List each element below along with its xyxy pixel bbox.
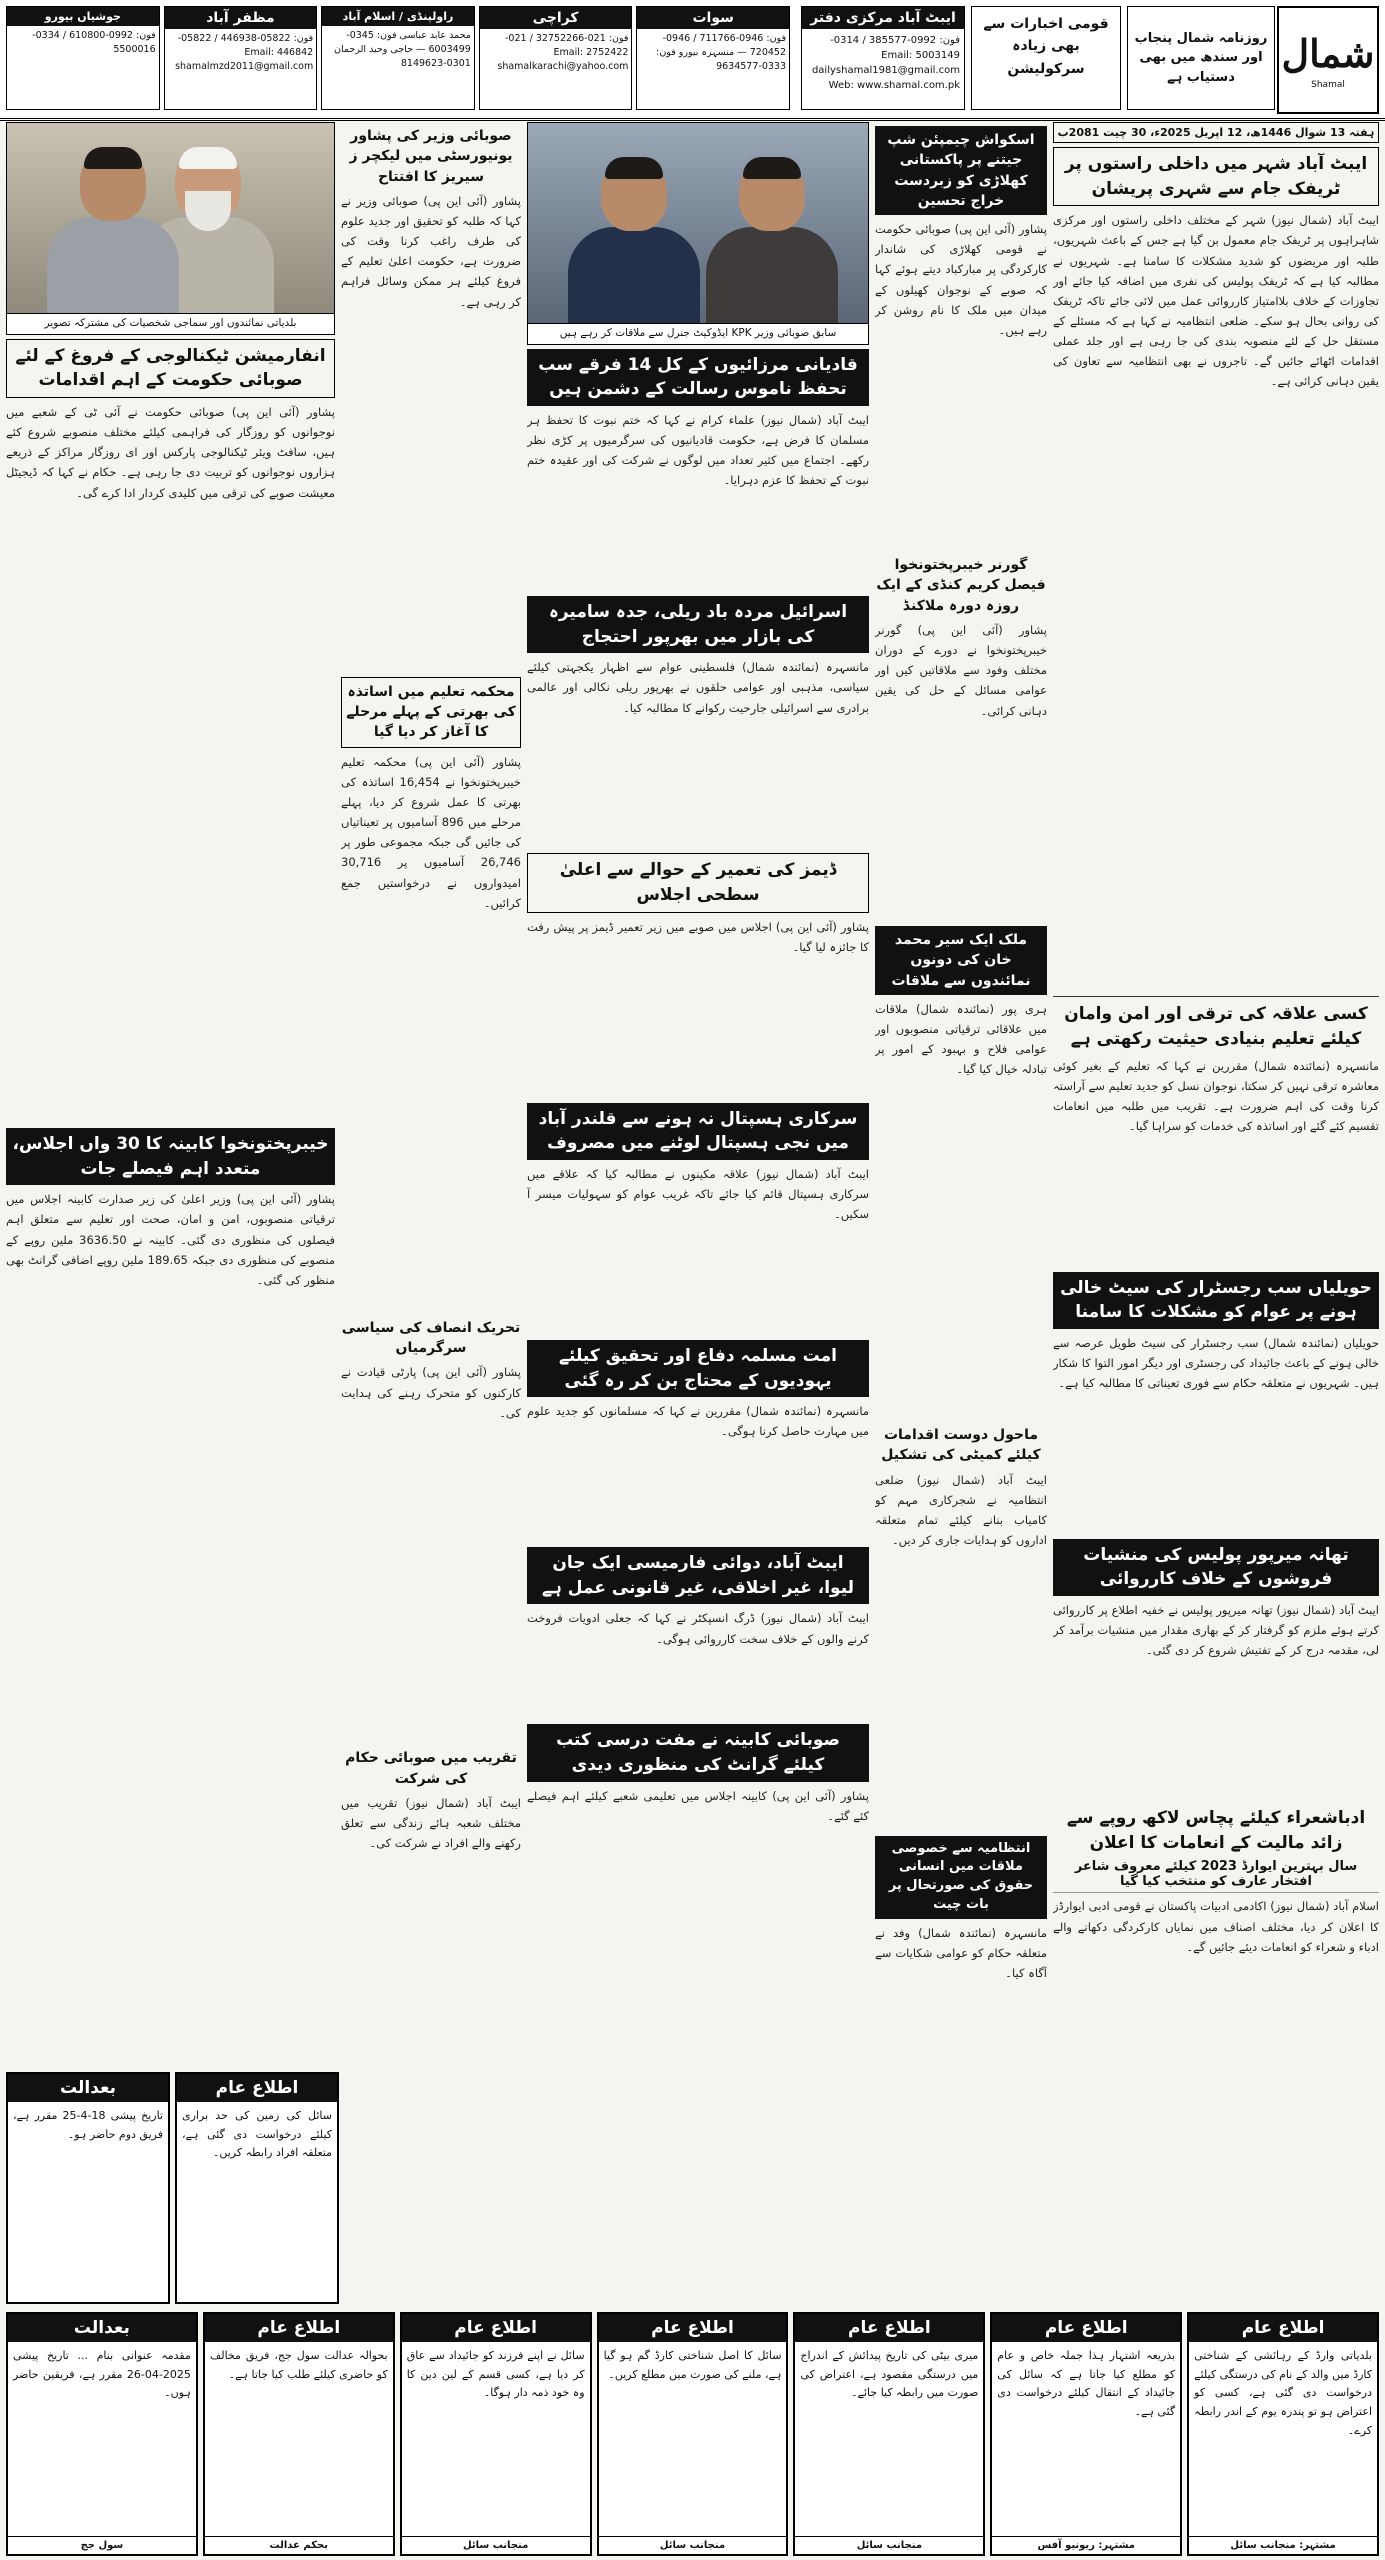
person-figure xyxy=(568,157,700,323)
dateline: ہفتہ 13 شوال 1446ھ، 12 اپریل 2025ء، 30 چیت 2081ب xyxy=(1053,122,1379,143)
person-head xyxy=(601,157,667,231)
photo-caption: سابق صوبائی وزیر KPK ایڈوکیٹ جنرل سے ملاقات کر رہے ہیں xyxy=(527,324,869,345)
ad-title: بعدالت xyxy=(8,2314,196,2342)
hair xyxy=(743,157,801,179)
office-karachi xyxy=(479,6,633,110)
ad-footer: بحکم عدالت xyxy=(205,2536,393,2554)
story-body: پشاور (آئی این پی) محکمہ تعلیم خیبرپختونخوا نے 16,454 اساتذہ کی بھرتی کا عمل شروع کر دیا، پہلے مرحلے میں 896 آسامیوں پر تعیناتیاں کی جائیں گی جبکہ مجموعی طور پر 26,746 آسامیوں پر 30,716 امیدواروں نے درخواستیں جمع کرائیں۔ xyxy=(341,754,521,910)
news-photo[interactable] xyxy=(527,122,869,324)
person-figure xyxy=(706,157,838,323)
story-headline[interactable]: ماحول دوست اقدامات کیلئے کمیٹی کی تشکیل xyxy=(881,1426,1041,1464)
story-headline[interactable]: صوبائی کابینہ نے مفت درسی کتب کیلئے گرانٹ کی منظوری دیدی xyxy=(527,1724,869,1781)
ad-body: بحوالہ عدالت سول جج، فریق مخالف کو حاضری کیلئے طلب کیا جاتا ہے۔ xyxy=(209,2349,388,2381)
story-headline[interactable]: اسکواش چیمپئن شپ جیتنے پر پاکستانی کھلاڑی کو زبردست خراج تحسین xyxy=(875,126,1047,215)
person-figure xyxy=(47,147,179,313)
classified-ad[interactable] xyxy=(6,2312,198,2556)
story-headline[interactable]: ادباشعراء کیلئے پچاس لاکھ روپے سے زائد مالیت کے انعامات کا اعلان xyxy=(1066,1808,1366,1853)
masthead xyxy=(0,0,1385,121)
story-body: پشاور (آئی این پی) پارٹی قیادت نے کارکنوں کو متحرک رہنے کی ہدایت کی۔ xyxy=(341,1365,521,1420)
column-1 xyxy=(1053,122,1379,2308)
ad-body: میری بیٹی کی تاریخ پیدائش کے اندراج میں درستگی مقصود ہے، اعتراض کی صورت میں رابطہ کیا جائے۔ xyxy=(800,2349,979,2400)
ad-footer: مشتہر: ریونیو آفس xyxy=(992,2536,1180,2554)
story-headline[interactable]: خیبرپختونخوا کابینہ کا 30 واں اجلاس، متعدد اہم فیصلے جات xyxy=(6,1128,335,1185)
story-university xyxy=(341,126,521,671)
ad-title: اطلاع عام xyxy=(1189,2314,1377,2342)
story-cabinet-books xyxy=(527,1724,869,1895)
office-details: فون: 05822-446938 / 05822-446842 Email: shamalmzd2011@gmail.com xyxy=(175,33,314,72)
head-office-details: فون: 0992-385577 / 0314-5003149 Email: dailyshamal1981@gmail.com Web: www.shamal.com.pk xyxy=(811,35,960,91)
story-headline[interactable]: حویلیاں سب رجسٹرار کی سیٹ خالی ہونے پر عوام کو مشکلات کا سامنا xyxy=(1053,1272,1379,1329)
story-body: ایبٹ آباد (شمال نیوز) ڈرگ انسپکٹر نے کہا کہ جعلی ادویات فروخت کرنے والوں کے خلاف سخت کارروائی ہوگی۔ xyxy=(527,1611,869,1646)
ad-title: اطلاع عام xyxy=(992,2314,1180,2342)
news-photo[interactable] xyxy=(6,122,335,314)
story-awards xyxy=(1053,1806,1379,2226)
classified-ads-row xyxy=(6,2312,1379,2556)
story-body: پشاور (آئی این پی) گورنر خیبرپختونخوا نے دورے کے دوران مختلف وفود سے ملاقاتیں کیں اور عوامی مسائل کے حل کی یقین دہانی کرائی۔ xyxy=(875,623,1047,718)
ad-body: سائل کا اصل شناختی کارڈ گم ہو گیا ہے، ملنے کی صورت میں مطلع کریں۔ xyxy=(603,2349,782,2381)
story-headline[interactable]: تقریب میں صوبائی حکام کی شرکت xyxy=(345,1750,517,1787)
story-body: پشاور (آئی این پی) صوبائی وزیر نے کہا کہ طلبہ کو تحقیق اور جدید علوم کی طرف راغب کرنا وقت کی ضرورت ہے، حکومت اعلیٰ تعلیم کے فروغ کیلئے ہر ممکن وسائل فراہم کر رہی ہے۔ xyxy=(341,193,521,309)
office-details: فون: 0946-711766 / 0946-720452 — منسہرہ بیورو فون: 0333-9634577 xyxy=(656,33,786,72)
person-head xyxy=(175,147,241,221)
story-body: ہری پور (نمائندہ شمال) ملاقات میں علاقائی ترقیاتی منصوبوں اور عوامی فلاح و بہبود کے امور پر تبادلہ خیال کیا گیا۔ xyxy=(875,1001,1047,1077)
story-body: ایبٹ آباد (شمال نیوز) تقریب میں مختلف شعبہ ہائے زندگی سے تعلق رکھنے والے افراد نے شرکت کی۔ xyxy=(341,1795,521,1851)
classified-ad[interactable] xyxy=(990,2312,1182,2556)
story-human-rights xyxy=(875,1836,1047,2123)
classified-ad[interactable] xyxy=(597,2312,789,2556)
story-headline[interactable]: انفارمیشن ٹیکنالوجی کے فروغ کے لئے صوبائی حکومت کے اہم اقدامات xyxy=(6,339,335,398)
ad-footer: منجانب سائل xyxy=(795,2536,983,2554)
person-body xyxy=(706,227,838,323)
logo-text: شمال xyxy=(1281,30,1375,76)
story-body: مانسہرہ (نمائندہ شمال) مقررین نے کہا کہ مسلمانوں کو جدید علوم میں مہارت حاصل کرنا ہوگی۔ xyxy=(527,1404,869,1439)
story-headline[interactable]: ڈیمز کی تعمیر کے حوالے سے اعلیٰ سطحی اجلاس xyxy=(527,853,869,912)
story-ceremony xyxy=(341,1748,521,2033)
ad-body: تاریخ پیشی 18-4-25 مقرر ہے، فریق دوم حاضر ہو۔ xyxy=(13,2109,163,2141)
lead-story xyxy=(1053,147,1379,990)
story-body: مانسہرہ (نمائندہ شمال) مقررین نے کہا کہ تعلیم کے بغیر کوئی معاشرہ ترقی نہیں کر سکتا، نوجوان نسل کو جدید تعلیم سے آراستہ کرنا وقت کی اہم ضرورت ہے۔ تقریب میں طلبہ میں انعامات تقسیم کئے گئے اور اساتذہ کی خدمات کو سراہا گیا۔ xyxy=(1053,1058,1379,1133)
office-swat xyxy=(636,6,790,110)
ad-title: اطلاع عام xyxy=(402,2314,590,2342)
story-ummah xyxy=(527,1340,869,1541)
head-office-title: ایبٹ آباد مرکزی دفتر xyxy=(802,7,964,29)
person-head xyxy=(739,157,805,231)
story-body: ایبٹ آباد (شمال نیوز) علماء کرام نے کہا کہ ختم نبوت کا تحفظ ہر مسلمان کا فرض ہے، حکومت قادیانیوں کی سرگرمیوں پر کڑی نظر رکھے۔ اجتماع میں کثیر تعداد میں لوگوں نے شرکت کی اور عقیدہ ختم نبوت کے تحفظ کا عزم دہرایا۔ xyxy=(527,413,869,488)
ad-title: اطلاع عام xyxy=(177,2074,337,2102)
ad-body: بلدیاتی وارڈ کے رہائشی کے شناختی کارڈ میں والد کے نام کی درستگی کیلئے درخواست دی گئی ہے، کسی کو اعتراض ہو تو پندرہ یوم کے اندر رابطہ کرے۔ xyxy=(1194,2349,1372,2437)
story-headline[interactable]: صوبائی وزیر کی پشاور یونیورسٹی میں لیکچر ز سیریز کا افتتاح xyxy=(349,128,513,185)
story-headline[interactable]: قادیانی مرزائیوں کے کل 14 فرقے سب تحفظ ناموس رسالت کے دشمن ہیں xyxy=(527,349,869,406)
ad-title: اطلاع عام xyxy=(795,2314,983,2342)
person-body xyxy=(47,217,179,313)
story-subhead: سال بہترین ایوارڈ 2023 کیلئے معروف شاعر افتخار عارف کو منتخب کیا گیا xyxy=(1053,1859,1379,1893)
story-squash xyxy=(875,126,1047,549)
story-headline[interactable]: تحریک انصاف کی سیاسی سرگرمیاں xyxy=(341,1319,521,1357)
column-3 xyxy=(527,122,869,2308)
person-head xyxy=(80,147,146,221)
promo-box: قومی اخبارات سے بھی زیادہ سرکولیشن xyxy=(971,6,1121,110)
logo-subtitle: Shamal xyxy=(1311,79,1345,90)
story-pharmacy xyxy=(527,1547,869,1718)
story-body: پشاور (آئی این پی) اجلاس میں صوبے میں زیر تعمیر ڈیمز پر پیش رفت کا جائزہ لیا گیا۔ xyxy=(527,919,869,954)
story-body: مانسہرہ (نمائندہ شمال) فلسطینی عوام سے اظہار یکجہتی کیلئے سیاسی، مذہبی اور عوامی حلقوں نے بھرپور ریلی نکالی اور عالمی برادری سے اسرائیلی جارحیت رکوانے کا مطالبہ کیا۔ xyxy=(527,660,869,715)
story-teachers xyxy=(341,677,521,1312)
story-headline[interactable]: ملک ایک سیر محمد خان کی دونوں نمائندوں سے ملاقات xyxy=(875,926,1047,995)
regional-offices xyxy=(6,6,790,110)
person-body xyxy=(568,227,700,323)
story-hospital xyxy=(527,1103,869,1334)
story-body: ایبٹ آباد (شمال نیوز) تھانہ میرپور پولیس نے خفیہ اطلاع پر کارروائی کرتے ہوئے ملزم کو گرفتار کر کے بھاری مقدار میں منشیات برآمد کر لی، مقدمہ درج کر کے تفتیش شروع کر دی گئی۔ xyxy=(1053,1603,1379,1658)
ad-title: بعدالت xyxy=(8,2074,168,2102)
story-body: مانسہرہ (نمائندہ شمال) وفد نے متعلقہ حکام کو عوامی شکایات سے آگاہ کیا۔ xyxy=(875,1925,1047,1981)
ad-title: اطلاع عام xyxy=(205,2314,393,2342)
ad-body: سائل کی زمین کی حد براری کیلئے درخواست دی گئی ہے، متعلقہ افراد رابطہ کریں۔ xyxy=(182,2109,332,2160)
office-muzaffarabad xyxy=(164,6,318,110)
story-body: پشاور (آئی این پی) صوبائی حکومت نے قومی کھلاڑی کی شاندار کارکردگی پر مبارکباد دیتے ہوئے کہا کہ صوبے کے نوجوان کھیلوں کے میدان میں ملک کا نام روشن کر رہے ہیں۔ xyxy=(875,222,1047,337)
office-title: کراچی xyxy=(480,7,632,29)
ad-body: بذریعہ اشتہار ہذا جملہ خاص و عام کو مطلع کیا جاتا ہے کہ سائل کی جائیداد کے انتقال کیلئے درخواست دی گئی ہے۔ xyxy=(997,2349,1176,2419)
story-body: ایبٹ آباد (شمال نیوز) علاقہ مکینوں نے مطالبہ کیا کہ علاقے میں سرکاری ہسپتال قائم کیا جائے تاکہ غریب عوام کو سہولیات میسر آ سکیں۔ xyxy=(527,1166,869,1222)
ad-body: مقدمہ عنوانی بنام ... تاریخ پیشی 2025-04-26 مقرر ہے، فریقین حاضر ہوں۔ xyxy=(12,2349,191,2400)
story-rally xyxy=(527,596,869,847)
story-body: پشاور (آئی این پی) صوبائی حکومت نے آئی ٹی کے شعبے میں نوجوانوں کو روزگار کی فراہمی کیلئے مختلف منصوبے شروع کئے ہیں، سافٹ ویئر ٹیکنالوجی پارکس اور ای روزگار مراکز کے ذریعے ہزاروں نوجوانوں کو تربیت دی جا رہی ہے۔ حکام نے کہا کہ ڈیجیٹل معیشت صوبے کی ترقی میں کلیدی کردار ادا کرے گی۔ xyxy=(6,405,335,500)
story-education xyxy=(1053,1002,1379,1265)
story-environment xyxy=(875,1425,1047,1830)
ad-title: اطلاع عام xyxy=(599,2314,787,2342)
office-jhosiyan xyxy=(6,6,160,110)
head-office-box xyxy=(801,6,965,110)
classified-ad[interactable] xyxy=(400,2312,592,2556)
ad-footer: مشتہر: منجانب سائل xyxy=(1189,2536,1377,2554)
hair xyxy=(179,147,237,169)
story-body: ایبٹ آباد (شمال نیوز) ضلعی انتظامیہ نے شجرکاری مہم کو کامیاب بنانے کیلئے تمام متعلقہ اداروں کو ہدایات جاری کر دیں۔ xyxy=(875,1472,1047,1547)
hair xyxy=(84,147,142,169)
story-registrar xyxy=(1053,1272,1379,1533)
classified-ad[interactable] xyxy=(203,2312,395,2556)
ad-footer: سول جج xyxy=(8,2536,196,2554)
story-it xyxy=(6,339,335,1122)
story-cabinet xyxy=(6,1128,335,1869)
story-headline[interactable]: محکمہ تعلیم میں اساتذہ کی بھرتی کے پہلے مرحلے کا آغاز کر دیا گیا xyxy=(341,677,521,748)
column-2 xyxy=(875,122,1047,2308)
classified-ad[interactable] xyxy=(175,2072,339,2304)
classified-ad[interactable] xyxy=(793,2312,985,2556)
office-details: فون: 0992-610800 / 0334-5500016 xyxy=(32,30,156,55)
story-body: حویلیاں (نمائندہ شمال) سب رجسٹرار کی سیٹ طویل عرصہ سے خالی ہونے کے باعث جائیداد کی رجسٹری اور دیگر امور التوا کا شکار ہیں۔ شہریوں نے متعلقہ حکام سے فوری تعیناتی کا مطالبہ کیا ہے۔ xyxy=(1053,1335,1379,1391)
story-khatm-nabuwat xyxy=(527,349,869,590)
office-title: مظفر آباد xyxy=(165,7,317,29)
story-body: پشاور (آئی این پی) وزیر اعلیٰ کی زیر صدارت کابینہ اجلاس میں ترقیاتی منصوبوں، امن و امان، صحت اور تعلیم سے متعلق اہم فیصلوں کی منظوری دی گئی۔ کابینہ نے 3636.50 ملین روپے کے منصوبے کی منظوری دی جبکہ 189.65 ملین روپے اضافی گرانٹ بھی منظور کی گئی۔ xyxy=(6,1192,335,1287)
story-headline[interactable]: سرکاری ہسپتال نہ ہونے سے قلندر آباد میں نجی ہسپتال لوٹنے میں مصروف xyxy=(527,1103,869,1160)
lead-body: ایبٹ آباد (شمال نیوز) شہر کے مختلف داخلی راستوں اور مرکزی شاہراہوں پر ٹریفک جام معمول بن گیا ہے جس کے باعث شہریوں، طلبہ اور مریضوں کو شدید مشکلات کا سامنا ہے۔ شہریوں نے مطالبہ کیا ہے کہ ٹریفک پولیس کی نفری میں اضافہ کیا جائے اور تجاوزات کے خلاف بلاامتیاز کارروائی عمل میں لائی جائے تاکہ ٹریفک کی روانی بحال ہو سکے۔ ضلعی انتظامیہ نے کہا ہے کہ مسئلے کے مستقل حل کے لئے منصوبہ بندی کی جا رہی ہے اور جلد عملی اقدامات اٹھائے جائیں گے۔ تاجروں نے بھی انتظامیہ سے تعاون کی یقین دہانی کرائی ہے۔ xyxy=(1053,213,1379,389)
classified-ad[interactable] xyxy=(1187,2312,1379,2556)
office-details: محمد عابد عباسی فون: 0345-6003499 — حاجی وحید الرحمان 0301-8149623 xyxy=(334,30,471,69)
office-title: جوشیاں بیورو xyxy=(7,7,159,26)
story-headline[interactable]: اسرائیل مردہ باد ریلی، جدہ سامیرہ کی بازار میں بھرپور احتجاج xyxy=(527,596,869,653)
ad-footer: منجانب سائل xyxy=(599,2536,787,2554)
photo-caption: بلدیاتی نمائندوں اور سماجی شخصیات کی مشترکہ تصویر xyxy=(6,314,335,335)
story-body: اسلام آباد (شمال نیوز) اکادمی ادبیات پاکستان نے قومی ادبی ایوارڈز کا اعلان کر دیا، مختلف اصناف میں نمایاں کارکردگی دکھانے والے ادباء و شعراء کو انعامات دیئے جائیں گے۔ xyxy=(1053,1899,1379,1954)
story-headline[interactable]: گورنر خیبرپختونخوا فیصل کریم کنڈی کے ایک روزہ دورہ ملاکنڈ xyxy=(876,557,1046,614)
lead-headline[interactable]: ایبٹ آباد شہر میں داخلی راستوں پر ٹریفک جام سے شہری پریشان xyxy=(1053,147,1379,206)
office-title: سوات xyxy=(637,7,789,29)
ad-footer: منجانب سائل xyxy=(402,2536,590,2554)
story-headline[interactable]: امت مسلمہ دفاع اور تحقیق کیلئے یہودیوں کے محتاج بن کر رہ گئی xyxy=(527,1340,869,1397)
tagline: روزنامہ شمال پنجاب اور سندھ میں بھی دستیاب ہے xyxy=(1127,6,1275,110)
story-meeting xyxy=(875,926,1047,1419)
mid-ads xyxy=(6,2072,339,2304)
story-headline[interactable]: کسی علاقہ کی ترقی اور امن وامان کیلئے تعلیم بنیادی حیثیت رکھتی ہے xyxy=(1064,1004,1368,1049)
story-headline[interactable]: انتظامیہ سے خصوصی ملاقات میں انسانی حقوق کی صورتحال پر بات چیت xyxy=(875,1836,1047,1919)
divider xyxy=(1053,996,1379,997)
column-4 xyxy=(341,122,521,2072)
story-governor xyxy=(875,555,1047,920)
story-police xyxy=(1053,1539,1379,1800)
office-title: راولپنڈی / اسلام آباد xyxy=(322,7,474,26)
story-dams xyxy=(527,853,869,1096)
hair xyxy=(605,157,663,179)
story-pti xyxy=(341,1318,521,1743)
office-details: فون: 021-32752266 / 021-2752422 Email: shamalkarachi@yahoo.com xyxy=(497,33,629,72)
newspaper-logo[interactable] xyxy=(1277,6,1379,114)
office-rawalpindi xyxy=(321,6,475,110)
ad-body: سائل نے اپنے فرزند کو جائیداد سے عاق کر دیا ہے، کسی قسم کے لین دین کا وہ خود ذمہ دار ہوگا۔ xyxy=(406,2349,585,2400)
classified-ad[interactable] xyxy=(6,2072,170,2304)
story-headline[interactable]: تھانہ میرپور پولیس کی منشیات فروشوں کے خلاف کارروائی xyxy=(1053,1539,1379,1596)
story-body: پشاور (آئی این پی) کابینہ اجلاس میں تعلیمی شعبے کیلئے اہم فیصلے کئے گئے۔ xyxy=(527,1788,869,1823)
story-headline[interactable]: ایبٹ آباد، دوائی فارمیسی ایک جان لیوا، غیر اخلاقی، غیر قانونی عمل ہے xyxy=(527,1547,869,1604)
column-5 xyxy=(6,122,335,2062)
